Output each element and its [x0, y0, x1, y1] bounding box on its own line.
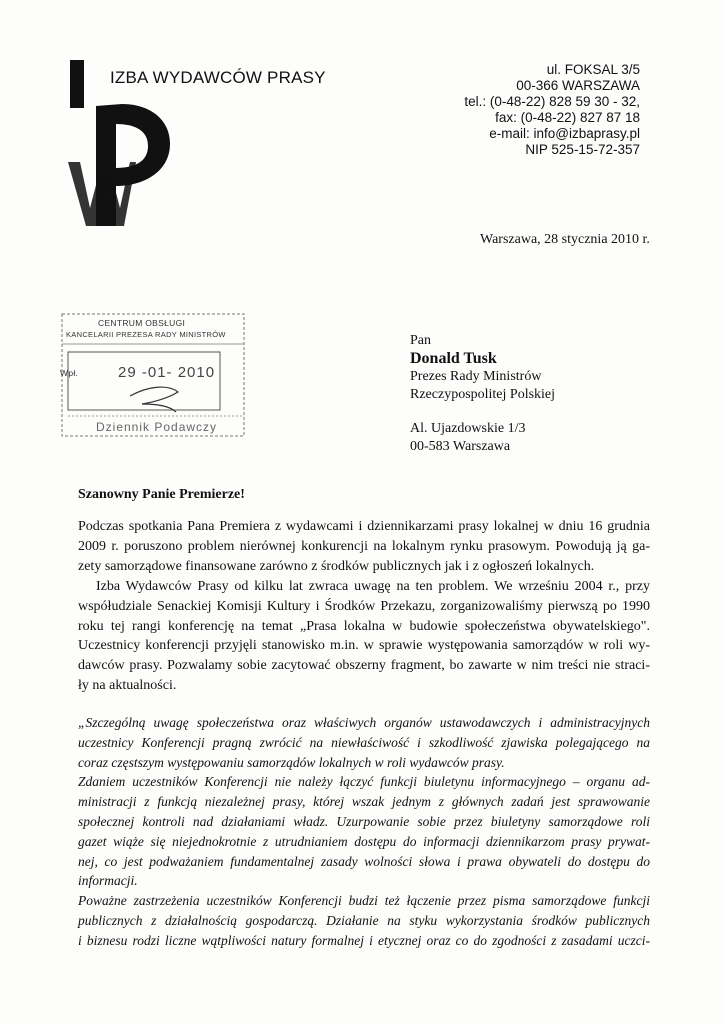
- text-line: ły na aktualności.: [78, 677, 177, 693]
- stamp-line2: KANCELARII PREZESA RADY MINISTRÓW: [66, 330, 226, 339]
- quote-line: „Szczególną uwagę społeczeństwa oraz właściwych organów ustawodawczych i administracyjnych: [78, 715, 650, 730]
- quote-line: coraz częstszym występowaniu samorządów lokalnych w roli wydawców prasy.: [78, 754, 505, 770]
- org-name: IZBA WYDAWCÓW PRASY: [110, 68, 326, 87]
- text-line: roku tej rangi konferencję na temat „Prasa lokalna w budowie społeczeństwa obywatelskiego".: [78, 618, 650, 634]
- addressee-street: Al. Ujazdowskie 1/3: [410, 421, 526, 436]
- nip: NIP 525-15-72-357: [525, 142, 640, 157]
- received-stamp: [58, 312, 248, 442]
- text-line: zety samorządowe finansowane zarówno z środków publicznych jak i z ogłoszeń lokalnych.: [78, 558, 595, 574]
- quote-line: Zdaniem uczestników Konferencji nie należy łączyć funkcji biuletynu informacyjnego – organu ad-: [78, 774, 650, 790]
- stamp-footer: Dziennik Podawczy: [96, 420, 218, 434]
- quote-line: i biznesu rodzi liczne wątpliwości natury formalnej i etycznej oraz co do zgodności z zasadami uczci-: [78, 932, 650, 948]
- email: e-mail: info@izbaprasy.pl: [489, 126, 640, 141]
- addressee-city: 00-583 Warszawa: [410, 439, 511, 454]
- stamp-wpl-label: Wpł.: [60, 368, 79, 378]
- quote-line: gazet wiąże się niejednokrotnie z utrudnianiem dostępu do informacji dziennikarzom prasy prywat-: [78, 833, 650, 849]
- place-date: Warszawa, 28 stycznia 2010 r.: [480, 232, 650, 247]
- address-city: 00-366 WARSZAWA: [516, 78, 640, 93]
- quote-line: społecznej kontroli nad działaniami władz. Uzurpowanie sobie przez biuletyny samorządowe roli: [78, 813, 650, 829]
- stamp-line1: CENTRUM OBSŁUGI: [98, 318, 186, 328]
- paragraph-1: [78, 517, 650, 576]
- quote-line: ministracji z funkcją niezależnej prasy, której wszak jednym z głównych zadań jest sprawowanie: [78, 794, 650, 810]
- quote-line: uczestnicy Konferencji pragną zwrócić na niewłaściwość i szkodliwość zjawiska polegającego na: [78, 734, 650, 750]
- text-line: Podczas spotkania Pana Premiera z wydawcami i dziennikarzami prasy lokalnej w dniu 16 grudnia: [78, 519, 650, 534]
- fax: fax: (0-48-22) 827 87 18: [495, 110, 640, 125]
- salutation: Szanowny Panie Premierze!: [78, 487, 245, 502]
- addressee-role1: Prezes Rady Ministrów: [410, 369, 542, 384]
- quote-line: Poważne zastrzeżenia uczestników Konferencji budzi też łączenie przez pisma samorządowe funkcji: [78, 893, 650, 909]
- text-line: Uczestnicy konferencji przyjęli stanowisko m.in. w sprawie występowania samorządów w roli wy-: [78, 638, 650, 654]
- addressee-block: [410, 332, 555, 456]
- addressee-role2: Rzeczypospolitej Polskiej: [410, 387, 556, 402]
- quotation: [78, 713, 650, 951]
- phone: tel.: (0-48-22) 828 59 30 - 32,: [464, 94, 640, 109]
- addressee-name: Donald Tusk: [410, 350, 497, 367]
- paragraph-2: [78, 577, 650, 696]
- stamp-date: 29 -01- 2010: [118, 364, 216, 381]
- text-line: współudziale Senackiej Komisji Kultury i Środków Przekazu, zorganizowaliśmy pierwszą po 1990: [78, 598, 650, 614]
- text-line: Izba Wydawców Prasy od kilku lat zwraca uwagę na ten problem. We wrześniu 2004 r., przy: [96, 579, 650, 594]
- address-street: ul. FOKSAL 3/5: [546, 62, 640, 77]
- text-line: 2009 r. poruszono problem nierównej konkurencji na lokalnym rynku prasowym. Powodują ją ga-: [78, 538, 650, 554]
- quote-line: nej, co jest podważaniem fundamentalnej zasady wolności słowa i prawa obywateli do dostępu do: [78, 853, 650, 869]
- addressee-title: Pan: [410, 333, 431, 348]
- quote-line: publicznych z działalnością gospodarczą. Działanie na styku wykorzystania środków publicznych: [78, 912, 650, 928]
- text-line: dawców prasy. Pozwalamy sobie zacytować obszerny fragment, bo zawarte w nim treści nie straci-: [78, 658, 650, 674]
- quote-line: informacji.: [78, 873, 138, 889]
- contact-block: [464, 62, 640, 158]
